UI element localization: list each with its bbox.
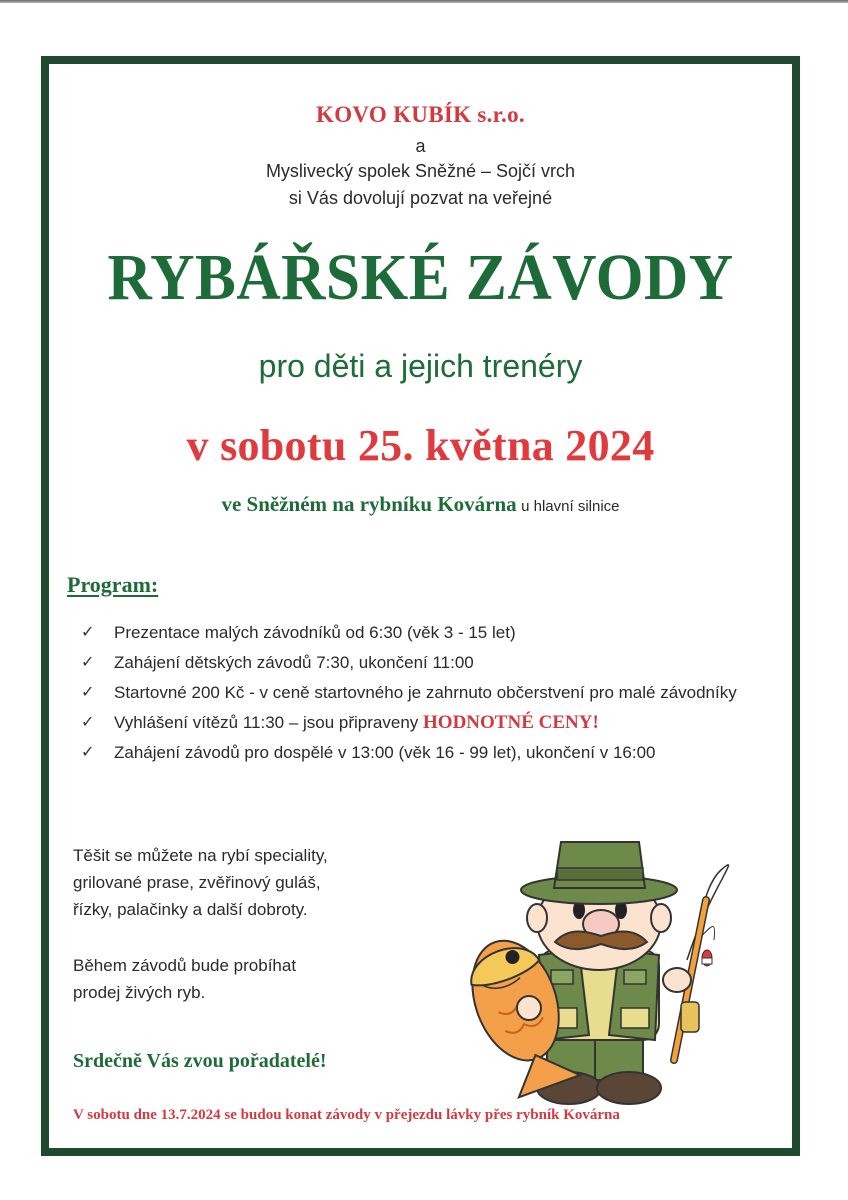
poster-frame xyxy=(41,56,800,1156)
program-item-text: Zahájení dětských závodů 7:30, ukončení 11:00 xyxy=(114,653,474,672)
fish-line: Během závodů bude probíhat xyxy=(73,956,297,975)
event-title: RYBÁŘSKÉ ZÁVODY xyxy=(107,241,734,314)
program-item-text: Prezentace malých závodníků od 6:30 (věk 3 - 15 let) xyxy=(114,623,516,642)
organizer-company: KOVO KUBÍK s.r.o. xyxy=(316,102,525,127)
program-item xyxy=(81,738,764,768)
footer-note: V sobotu dne 13.7.2024 se budou konat závody v přejezdu lávky přes rybník Kovárna xyxy=(73,1107,620,1123)
checkmark-icon: ✓ xyxy=(81,624,95,641)
location-main: ve Sněžném na rybníku Kovárna xyxy=(221,492,517,516)
program-list xyxy=(81,618,764,768)
food-info xyxy=(73,842,328,923)
checkmark-icon: ✓ xyxy=(81,654,95,671)
organizer-club: Myslivecký spolek Sněžné – Sojčí vrch xyxy=(265,161,576,181)
fish-line: prodej živých ryb. xyxy=(73,983,206,1002)
prize-highlight: HODNOTNÉ CENY! xyxy=(423,712,599,733)
scan-edge xyxy=(0,0,848,3)
event-subtitle: pro děti a jejich trenéry xyxy=(258,348,583,384)
program-item-text: Vyhlášení vítězů 11:30 – jsou připraveny xyxy=(114,713,424,732)
food-line: Těšit se můžete na rybí speciality, xyxy=(73,846,328,865)
location-extra: u hlavní silnice xyxy=(521,498,620,515)
invitation-line: si Vás dovolují pozvat na veřejné xyxy=(288,188,553,208)
program-item xyxy=(81,618,764,648)
food-line: řízky, palačinky a další dobroty. xyxy=(73,900,308,919)
event-location xyxy=(49,492,792,517)
program-item-text: Startovné 200 Kč - v ceně startovného je zahrnuto občerstvení pro malé závodníky xyxy=(114,683,737,702)
fish-sale-info xyxy=(73,952,296,1006)
program-item xyxy=(81,708,764,738)
conjunction: a xyxy=(415,136,426,156)
checkmark-icon: ✓ xyxy=(81,744,95,761)
program-item-text: Zahájení závodů pro dospělé v 13:00 (věk 16 - 99 let), ukončení v 16:00 xyxy=(114,743,656,762)
checkmark-icon: ✓ xyxy=(81,684,95,701)
food-line: grilované prase, zvěřinový guláš, xyxy=(73,873,321,892)
program-item xyxy=(81,648,764,678)
checkmark-icon: ✓ xyxy=(81,714,95,731)
event-date: v sobotu 25. května 2024 xyxy=(186,421,655,470)
program-heading: Program: xyxy=(67,572,159,597)
sign-off: Srdečně Vás zvou pořadatelé! xyxy=(73,1050,327,1072)
program-item xyxy=(81,678,764,708)
fisherman-illustration xyxy=(459,830,739,1110)
